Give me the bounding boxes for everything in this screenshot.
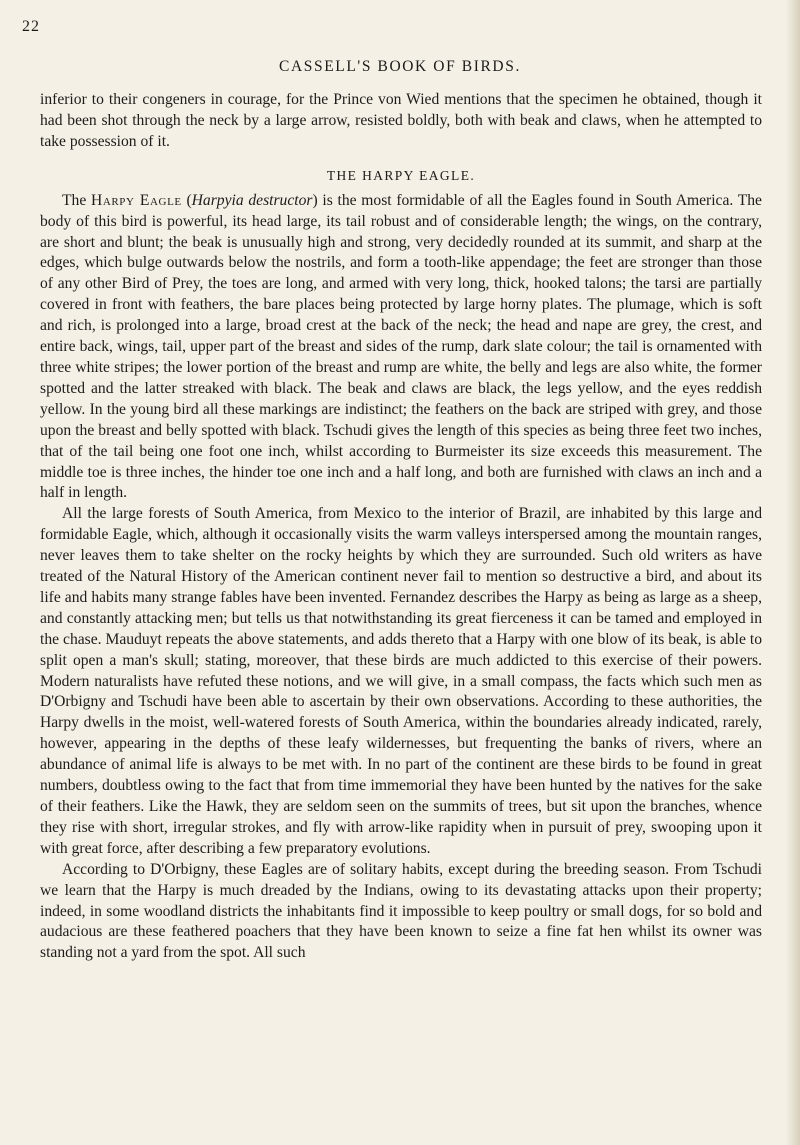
- paren-open: (: [186, 191, 192, 209]
- section-heading: THE HARPY EAGLE.: [326, 167, 476, 183]
- latin-name: Harpyia destructor: [191, 191, 313, 209]
- paragraph-continuation: inferior to their congeners in courage, for the Prince von Wied mentions that the specimen he obtained, though it had been shot through the neck by a large arrow, resisted boldly, both with beak and claws, when he attempted to take possession of it.: [40, 91, 762, 150]
- paragraph-habitat: All the large forests of South America, from Mexico to the interior of Brazil, are inhabited by this large and formidable Eagle, which, although it occasionally visits the warm valleys interspersed among the mountain ranges, never leaves them to take shelter on the rocky heights by which they are surrounded. Such old writers as have treated of the Natural History of the American continent never fail to mention so destructive a bird, and about its life and habits many strange fables have been invented. Fernandez describes the Harpy as being as large as a sheep, and constantly attacking men; but tells us that notwithstanding its great fierceness it can be tamed and employed in the chase. Mauduyt repeats the above statements, and adds thereto that a Harpy with one blow of its beak, is able to split open a man's skull; stating, moreover, that these birds are much addicted to this exercise of their powers. Modern naturalists have refuted these notions, and we will give, in a small compass, the facts which such men as D'Orbigny and Tschudi have been able to ascertain by their own observations. According to these authorities, the Harpy dwells in the moist, well-watered forests of South America, within the boundaries already indicated, rarely, however, appearing in the depths of these leafy wildernesses, but frequenting the banks of rivers, where an abundance of animal life is always to be met with. In no part of the continent are these birds to be found in great numbers, doubtless owing to the fact that from time immemorial they have been hunted by the natives for the sake of their feathers. Like the Hawk, they are seldom seen on the summits of trees, but sit upon the branches, whence they rise with short, irregular strokes, and fly with arrow-like rapidity when in pursuit of prey, swooping upon it with great force, after describing a few preparatory evolutions.: [40, 505, 762, 857]
- body-text: [40, 90, 762, 964]
- page-number: 22: [22, 18, 40, 35]
- running-head: CASSELL'S BOOK OF BIRDS.: [279, 58, 521, 75]
- page-edge-shadow: [786, 0, 800, 1145]
- paragraph-habits: According to D'Orbigny, these Eagles are of solitary habits, except during the breeding season. From Tschudi we learn that the Harpy is much dreaded by the Indians, owing to its devastating attacks upon their property; indeed, in some woodland districts the inhabitants find it impossible to keep poultry or small dogs, for so bold and audacious are these feathered poachers that they have been known to seize a fine fat hen whilst its owner was standing not a yard from the spot. All such: [40, 860, 762, 962]
- paragraph-description: [40, 191, 762, 505]
- paragraph-description-text: ) is the most formidable of all the Eagles found in South America. The body of this bird is powerful, its head large, its tail robust and of considerable length; the wings, on the contrary, are short and blunt; the beak is unusually high and strong, very decidedly rounded at its summit, and sharp at the edges, which bulge outwards below the nostrils, and form a tooth-like appendage; the feet are stronger than those of any other Bird of Prey, the toes are long, and armed with very long, thick, hooked talons; the tarsi are partially covered in front with feathers, the bare places being protected by large horny plates. The plumage, which is soft and rich, is prolonged into a large, broad crest at the back of the neck; the head and nape are grey, the crest, and entire back, wings, tail, upper part of the breast and sides of the rump, dark slate colour; the tail is ornamented with three white stripes; the lower portion of the breast and rump are white, the belly and legs are also white, the former spotted and the latter streaked with black. The beak and claws are black, the legs yellow, and the eyes reddish yellow. In the young bird all these markings are indistinct; the feathers on the back are striped with grey, and those upon the breast and belly spotted with black. Tschudi gives the length of this species as being three feet two inches, that of the tail being one foot one inch, whilst according to Burmeister its size exceeds this measurement. The middle toe is three inches, the hinder toe one inch and a half long, and both are furnished with claws an inch and a half in length.: [40, 191, 762, 502]
- species-name: Harpy Eagle: [90, 191, 182, 209]
- paragraph-lead: The: [62, 191, 87, 209]
